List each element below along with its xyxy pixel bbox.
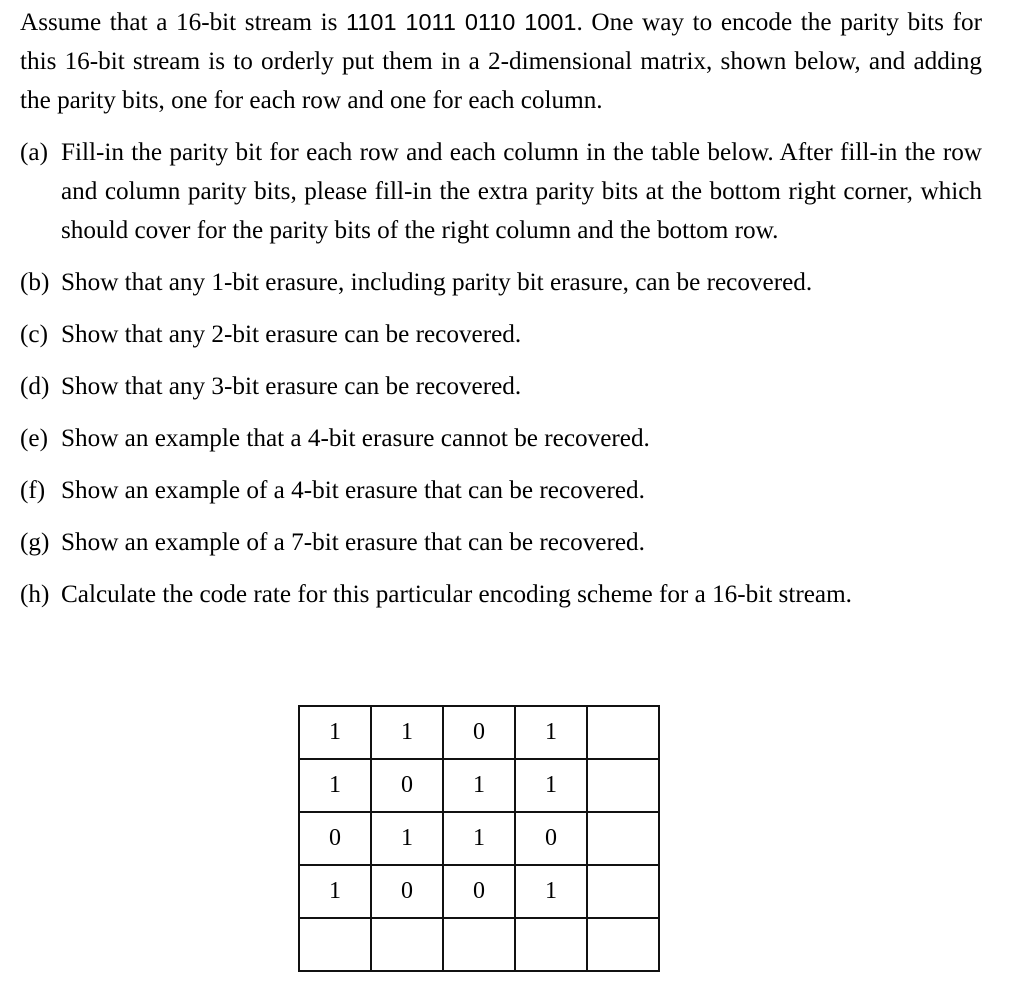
corner-parity-cell[interactable] [587, 918, 659, 971]
data-bit-cell: 1 [299, 706, 371, 759]
question-text: Show that any 3-bit erasure can be recovered. [61, 373, 522, 400]
data-bit-cell: 1 [299, 759, 371, 812]
data-bit-cell: 0 [299, 812, 371, 865]
question-label: (h) [20, 581, 50, 608]
data-bit-cell: 1 [515, 759, 587, 812]
matrix-row-1 [299, 706, 659, 759]
question-label: (b) [20, 269, 50, 296]
row-parity-cell[interactable] [587, 759, 659, 812]
row-parity-cell[interactable] [587, 706, 659, 759]
question-text: Calculate the code rate for this particular encoding scheme for a 16-bit stream. [61, 581, 852, 608]
data-bit-cell: 0 [371, 759, 443, 812]
question-label: (e) [20, 425, 48, 452]
intro-text-after: . One way to encode the parity bits for this 16-bit stream is to orderly put them in a 2-dimensional matrix, shown below, and adding the parity bits, one for each row and one for each column. [20, 9, 982, 114]
data-bit-cell: 1 [515, 706, 587, 759]
question-a [20, 133, 982, 250]
question-text: Show an example of a 7-bit erasure that can be recovered. [61, 529, 645, 556]
intro-paragraph [20, 0, 982, 120]
question-text: Show that any 1-bit erasure, including parity bit erasure, can be recovered. [61, 269, 813, 296]
question-e [20, 419, 982, 458]
question-text: Show an example of a 4-bit erasure that can be recovered. [61, 477, 645, 504]
column-parity-cell[interactable] [515, 918, 587, 971]
matrix-row-2 [299, 759, 659, 812]
question-label: (d) [20, 373, 50, 400]
document [20, 0, 982, 614]
question-d [20, 367, 982, 406]
row-parity-cell[interactable] [587, 865, 659, 918]
question-text: Fill-in the parity bit for each row and each column in the table below. After fill-in the row and column parity bits, please fill-in the extra parity bits at the bottom right corner, which should cover for the parity bits of the right column and the bottom row. [61, 139, 982, 244]
column-parity-cell[interactable] [443, 918, 515, 971]
data-bit-cell: 1 [443, 759, 515, 812]
data-bit-cell: 1 [515, 865, 587, 918]
question-b [20, 263, 982, 302]
data-bit-cell: 1 [371, 706, 443, 759]
question-text: Show an example that a 4-bit erasure cannot be recovered. [61, 425, 650, 452]
row-parity-cell[interactable] [587, 812, 659, 865]
column-parity-row [299, 918, 659, 971]
data-bit-cell: 1 [371, 812, 443, 865]
question-text: Show that any 2-bit erasure can be recovered. [61, 321, 522, 348]
question-label: (g) [20, 529, 50, 556]
matrix-row-3 [299, 812, 659, 865]
data-bit-cell: 1 [443, 812, 515, 865]
data-bit-cell: 0 [443, 706, 515, 759]
parity-matrix-table [298, 705, 660, 972]
column-parity-cell[interactable] [371, 918, 443, 971]
matrix-row-4 [299, 865, 659, 918]
data-bit-cell: 0 [515, 812, 587, 865]
question-label: (f) [20, 477, 46, 504]
question-g [20, 523, 982, 562]
column-parity-cell[interactable] [299, 918, 371, 971]
question-h [20, 575, 982, 614]
data-bit-cell: 1 [299, 865, 371, 918]
data-bit-cell: 0 [371, 865, 443, 918]
data-bit-cell: 0 [443, 865, 515, 918]
bit-stream: 1101 1011 0110 1001 [346, 9, 577, 35]
question-label: (a) [20, 139, 48, 166]
intro-text-before: Assume that a 16-bit stream is [20, 9, 347, 36]
question-f [20, 471, 982, 510]
question-c [20, 315, 982, 354]
question-label: (c) [20, 321, 48, 348]
